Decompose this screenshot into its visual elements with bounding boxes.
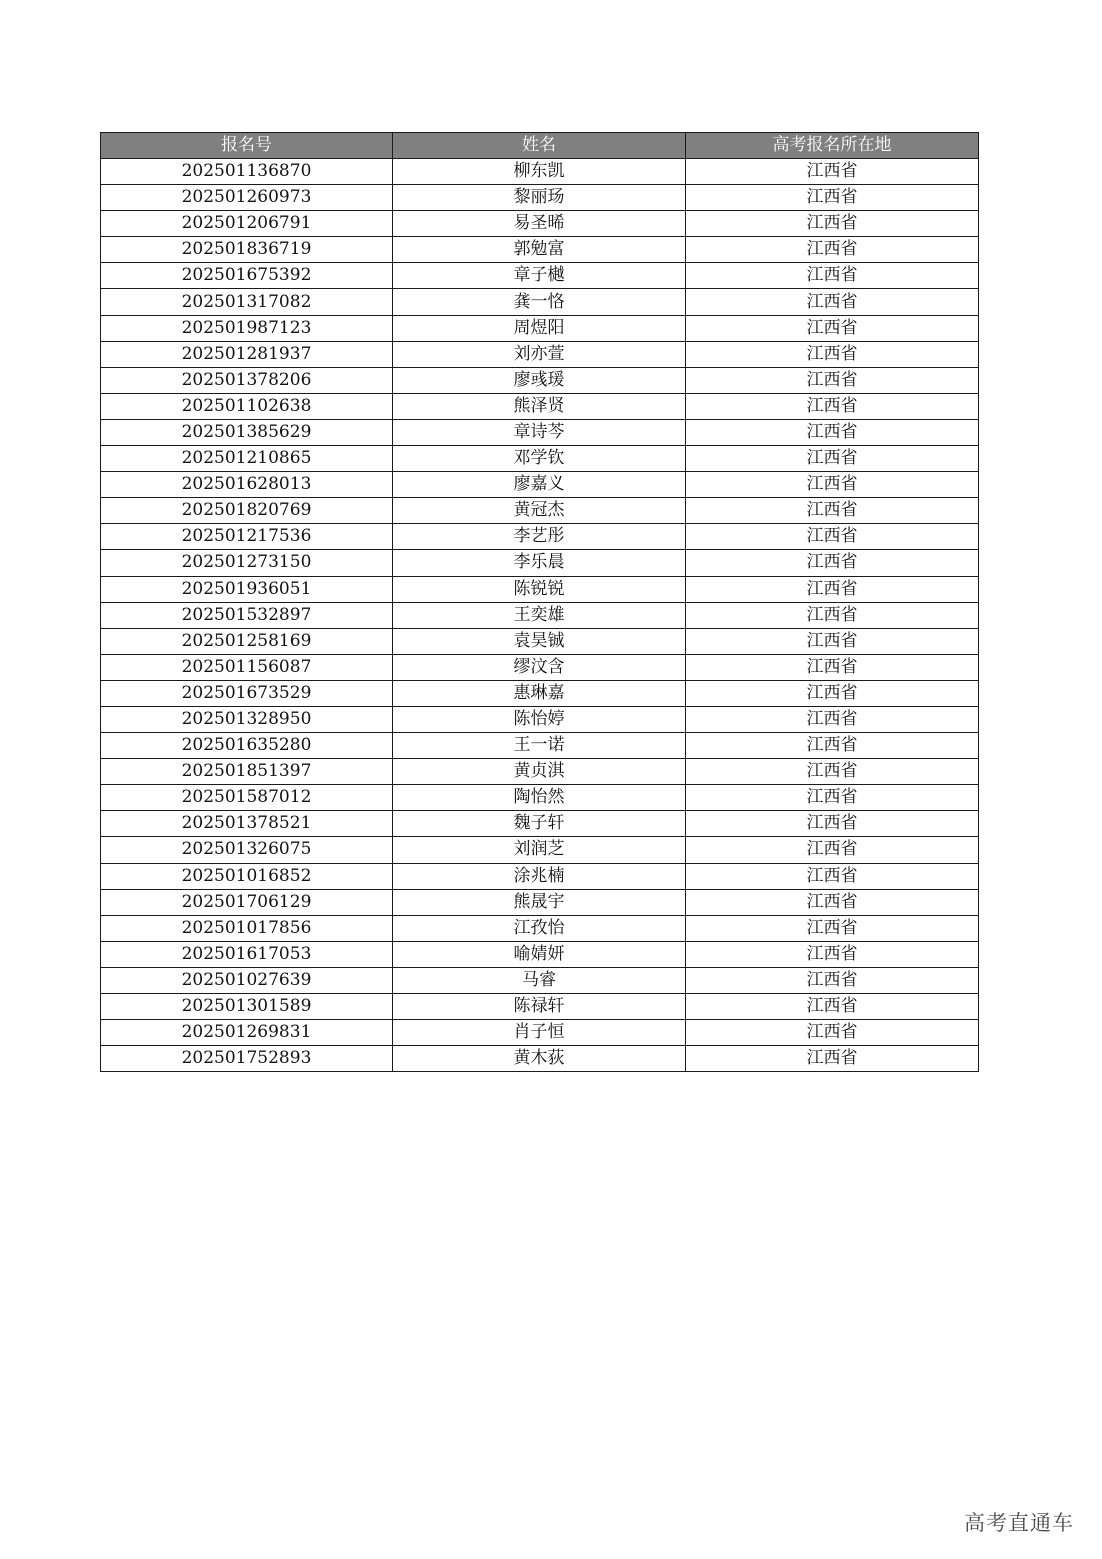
name-cell: 黄冠杰 xyxy=(393,498,686,524)
registration-number-cell: 202501673529 xyxy=(101,680,393,706)
table-row xyxy=(101,680,979,706)
table-header xyxy=(101,133,979,159)
name-cell: 易圣晞 xyxy=(393,211,686,237)
table-row xyxy=(101,602,979,628)
location-cell: 江西省 xyxy=(686,393,979,419)
name-cell: 王一诺 xyxy=(393,733,686,759)
table-row xyxy=(101,393,979,419)
name-cell: 章诗芩 xyxy=(393,419,686,445)
registration-number-cell: 202501378206 xyxy=(101,367,393,393)
table-row xyxy=(101,419,979,445)
table-row xyxy=(101,785,979,811)
registration-number-cell: 202501820769 xyxy=(101,498,393,524)
table-row xyxy=(101,550,979,576)
registration-number-cell: 202501587012 xyxy=(101,785,393,811)
name-cell: 陶怡然 xyxy=(393,785,686,811)
registration-number-cell: 202501617053 xyxy=(101,941,393,967)
header-row xyxy=(101,133,979,159)
table-row xyxy=(101,524,979,550)
registration-number-cell: 202501385629 xyxy=(101,419,393,445)
location-cell: 江西省 xyxy=(686,315,979,341)
location-cell: 江西省 xyxy=(686,550,979,576)
location-cell: 江西省 xyxy=(686,237,979,263)
location-cell: 江西省 xyxy=(686,994,979,1020)
location-cell: 江西省 xyxy=(686,654,979,680)
table-row xyxy=(101,289,979,315)
table-row xyxy=(101,1020,979,1046)
name-cell: 刘亦萱 xyxy=(393,341,686,367)
name-cell: 刘润芝 xyxy=(393,837,686,863)
location-cell: 江西省 xyxy=(686,889,979,915)
registration-number-cell: 202501027639 xyxy=(101,967,393,993)
location-cell: 江西省 xyxy=(686,498,979,524)
registration-number-cell: 202501281937 xyxy=(101,341,393,367)
name-cell: 陈锐锐 xyxy=(393,576,686,602)
name-cell: 邓学钦 xyxy=(393,446,686,472)
location-cell: 江西省 xyxy=(686,341,979,367)
table-row xyxy=(101,367,979,393)
table-row xyxy=(101,759,979,785)
name-cell: 廖嘉义 xyxy=(393,472,686,498)
registration-number-cell: 202501156087 xyxy=(101,654,393,680)
name-cell: 喻婧妍 xyxy=(393,941,686,967)
location-cell: 江西省 xyxy=(686,263,979,289)
location-cell: 江西省 xyxy=(686,576,979,602)
location-cell: 江西省 xyxy=(686,472,979,498)
registration-number-cell: 202501210865 xyxy=(101,446,393,472)
name-cell: 魏子轩 xyxy=(393,811,686,837)
registration-number-cell: 202501326075 xyxy=(101,837,393,863)
name-cell: 马睿 xyxy=(393,967,686,993)
location-cell: 江西省 xyxy=(686,185,979,211)
registration-number-cell: 202501260973 xyxy=(101,185,393,211)
table-row xyxy=(101,863,979,889)
location-cell: 江西省 xyxy=(686,446,979,472)
table-row xyxy=(101,915,979,941)
admission-list-table xyxy=(100,132,979,1072)
registration-number-cell: 202501752893 xyxy=(101,1046,393,1072)
location-cell: 江西省 xyxy=(686,367,979,393)
registration-number-cell: 202501675392 xyxy=(101,263,393,289)
name-cell: 缪汶含 xyxy=(393,654,686,680)
table-row xyxy=(101,263,979,289)
name-cell: 廖彧瑗 xyxy=(393,367,686,393)
location-cell: 江西省 xyxy=(686,602,979,628)
table-row xyxy=(101,967,979,993)
table-row xyxy=(101,341,979,367)
registration-number-cell: 202501706129 xyxy=(101,889,393,915)
name-cell: 郭勉富 xyxy=(393,237,686,263)
location-cell: 江西省 xyxy=(686,837,979,863)
name-cell: 江孜怡 xyxy=(393,915,686,941)
location-cell: 江西省 xyxy=(686,733,979,759)
name-cell: 周煜阳 xyxy=(393,315,686,341)
name-cell: 熊泽贤 xyxy=(393,393,686,419)
registration-number-cell: 202501273150 xyxy=(101,550,393,576)
location-cell: 江西省 xyxy=(686,811,979,837)
location-cell: 江西省 xyxy=(686,941,979,967)
location-cell: 江西省 xyxy=(686,967,979,993)
registration-number-cell: 202501206791 xyxy=(101,211,393,237)
name-cell: 王奕雄 xyxy=(393,602,686,628)
table-body xyxy=(101,159,979,1072)
table-row xyxy=(101,237,979,263)
registration-number-cell: 202501987123 xyxy=(101,315,393,341)
name-cell: 黄木荻 xyxy=(393,1046,686,1072)
registration-number-cell: 202501328950 xyxy=(101,706,393,732)
registration-number-cell: 202501851397 xyxy=(101,759,393,785)
name-cell: 李乐晨 xyxy=(393,550,686,576)
location-cell: 江西省 xyxy=(686,863,979,889)
column-header-registration-number: 报名号 xyxy=(101,133,393,159)
name-cell: 李艺彤 xyxy=(393,524,686,550)
registration-number-cell: 202501136870 xyxy=(101,159,393,185)
name-cell: 惠琳嘉 xyxy=(393,680,686,706)
table-row xyxy=(101,941,979,967)
table-row xyxy=(101,315,979,341)
table-row xyxy=(101,837,979,863)
name-cell: 柳东凯 xyxy=(393,159,686,185)
name-cell: 肖子恒 xyxy=(393,1020,686,1046)
table-row xyxy=(101,472,979,498)
location-cell: 江西省 xyxy=(686,785,979,811)
registration-number-cell: 202501628013 xyxy=(101,472,393,498)
location-cell: 江西省 xyxy=(686,915,979,941)
name-cell: 龚一恪 xyxy=(393,289,686,315)
name-cell: 陈禄轩 xyxy=(393,994,686,1020)
location-cell: 江西省 xyxy=(686,524,979,550)
location-cell: 江西省 xyxy=(686,628,979,654)
table-row xyxy=(101,498,979,524)
table-row xyxy=(101,706,979,732)
name-cell: 涂兆楠 xyxy=(393,863,686,889)
table-row xyxy=(101,628,979,654)
registration-number-cell: 202501017856 xyxy=(101,915,393,941)
table-row xyxy=(101,185,979,211)
table-row xyxy=(101,811,979,837)
registration-number-cell: 202501269831 xyxy=(101,1020,393,1046)
name-cell: 黄贞淇 xyxy=(393,759,686,785)
location-cell: 江西省 xyxy=(686,289,979,315)
watermark-text: 高考直通车 xyxy=(964,1511,1074,1535)
registration-number-cell: 202501378521 xyxy=(101,811,393,837)
name-cell: 陈怡婷 xyxy=(393,706,686,732)
table-row xyxy=(101,889,979,915)
registration-number-cell: 202501836719 xyxy=(101,237,393,263)
name-cell: 章子樾 xyxy=(393,263,686,289)
name-cell: 袁昊铖 xyxy=(393,628,686,654)
location-cell: 江西省 xyxy=(686,419,979,445)
location-cell: 江西省 xyxy=(686,159,979,185)
table-row xyxy=(101,159,979,185)
table-row xyxy=(101,446,979,472)
table-row xyxy=(101,576,979,602)
table-row xyxy=(101,994,979,1020)
column-header-name: 姓名 xyxy=(393,133,686,159)
location-cell: 江西省 xyxy=(686,211,979,237)
registration-number-cell: 202501258169 xyxy=(101,628,393,654)
location-cell: 江西省 xyxy=(686,680,979,706)
name-cell: 熊晟宇 xyxy=(393,889,686,915)
table-row xyxy=(101,1046,979,1072)
registration-number-cell: 202501936051 xyxy=(101,576,393,602)
registration-number-cell: 202501217536 xyxy=(101,524,393,550)
table-row xyxy=(101,211,979,237)
registration-number-cell: 202501532897 xyxy=(101,602,393,628)
location-cell: 江西省 xyxy=(686,1046,979,1072)
table-row xyxy=(101,654,979,680)
location-cell: 江西省 xyxy=(686,706,979,732)
registration-number-cell: 202501102638 xyxy=(101,393,393,419)
table-row xyxy=(101,733,979,759)
location-cell: 江西省 xyxy=(686,759,979,785)
registration-number-cell: 202501301589 xyxy=(101,994,393,1020)
name-cell: 黎丽玚 xyxy=(393,185,686,211)
registration-number-cell: 202501317082 xyxy=(101,289,393,315)
registration-number-cell: 202501635280 xyxy=(101,733,393,759)
registration-number-cell: 202501016852 xyxy=(101,863,393,889)
column-header-registration-location: 高考报名所在地 xyxy=(686,133,979,159)
location-cell: 江西省 xyxy=(686,1020,979,1046)
